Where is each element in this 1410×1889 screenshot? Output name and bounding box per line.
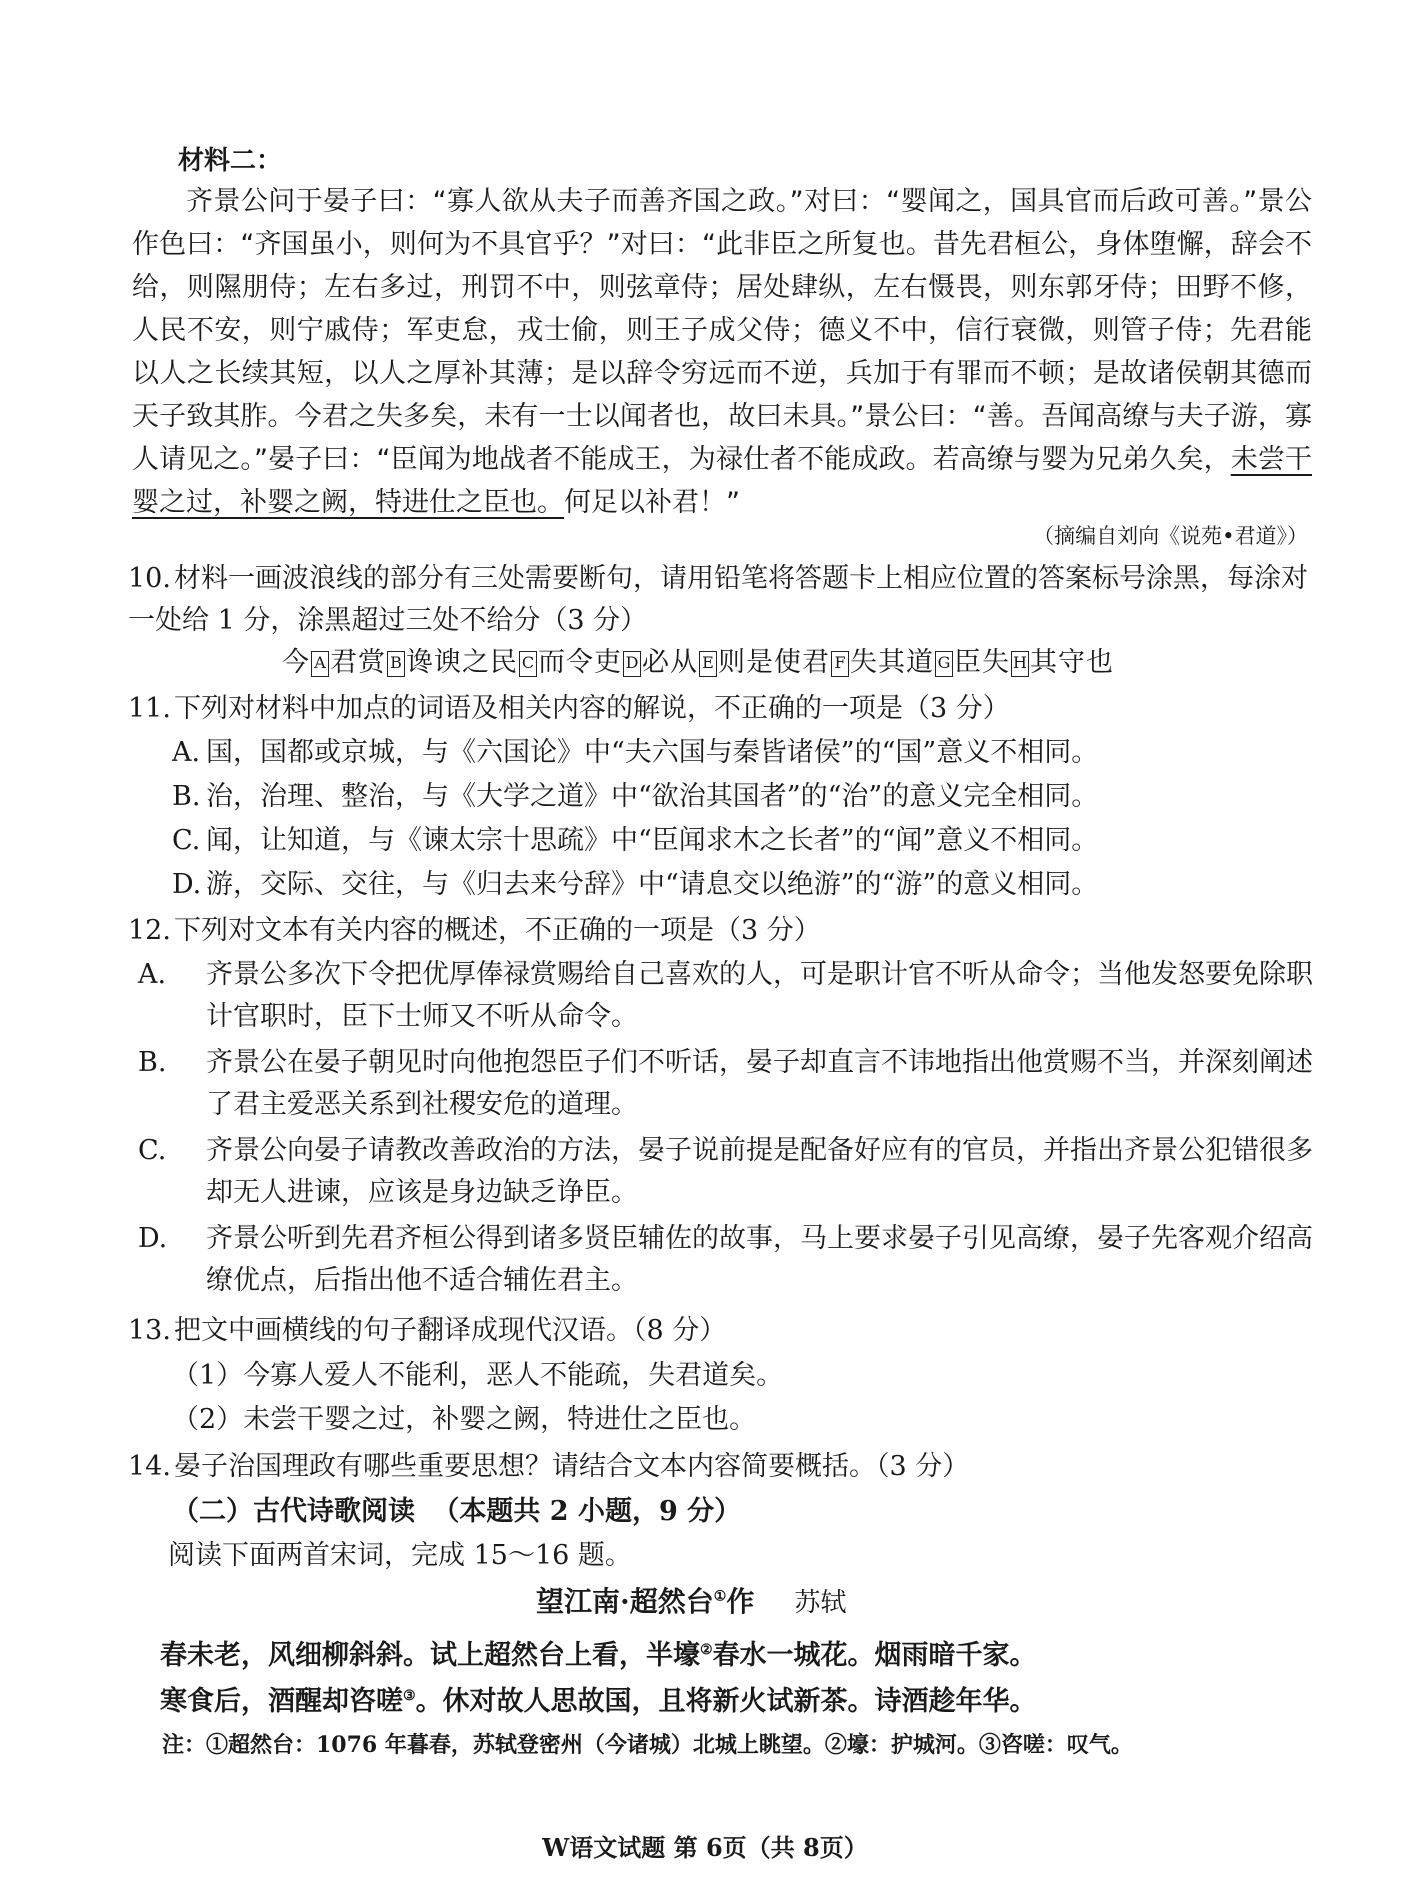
material-text-part1: 齐景公问于晏子曰：“寡人欲从夫子而善齐国之政。”对曰：“婴闻之，国具官而后政可善。”景公作色曰：“齐国虽小，则何为不具官乎？”对曰：“此非臣之所复也。昔先君桓公，身体堕懈，辞会不给，则隰朋侍；左右多过，刑罚不中，则弦章侍；居处肆纵，左右慑畏，则东郭牙侍；田野不修，人民不安，则宁戚侍；军吏怠，戎士偷，则王子成父侍；德义不中，信行衰微，则管子侍；先君能以人之长续其短，以人之厚补其薄；是以辞令穷远而不逆，兵加于有罪而不顿；是故诸侯朝其德而天子致其胙。今君之失多矣，未有一士以闻者也，故曰未具。”景公曰：“善。吾闻高缭与夫子游，寡人请见之。”晏子曰：“臣闻为地战者不能成王，为禄仕者不能成政。若高缭与婴为兄弟久矣， bbox=[132, 186, 1312, 475]
page-footer: W语文试题 第 6页（共 8页） bbox=[542, 1833, 868, 1862]
poem-notes: 注：①超然台：1076 年暮春，苏轼登密州（今诸城）北城上眺望。②壕：护城河。③咨嗟：叹气。 bbox=[162, 1732, 1133, 1758]
question-number: 10. bbox=[128, 563, 171, 594]
question-text: 材料一画波浪线的部分有三处需要断句，请用铅笔将答题卡上相应位置的答案标号涂黑，每涂对一处给 1 分，涂黑超过三处不给分（3 分） bbox=[128, 563, 1308, 636]
translation-item-2: （2）未尝干婴之过，补婴之阙，特进仕之臣也。 bbox=[172, 1404, 757, 1435]
question-14 bbox=[128, 1446, 1318, 1488]
option-a bbox=[138, 954, 1322, 1038]
option-c bbox=[172, 820, 1322, 862]
question-number: 14. bbox=[128, 1451, 171, 1482]
option-text: 齐景公向晏子请教改善政治的方法，晏子说前提是配备好应有的官员，并指出齐景公犯错很多却无人进谏，应该是身边缺乏诤臣。 bbox=[206, 1135, 1313, 1208]
question-number: 13. bbox=[128, 1315, 171, 1346]
segment: 必从 bbox=[642, 647, 698, 678]
poem-line-2 bbox=[160, 1676, 1037, 1722]
question-number: 12. bbox=[128, 915, 171, 946]
poem-title bbox=[536, 1580, 846, 1620]
segment: 而令吏 bbox=[538, 647, 622, 678]
footnote-marker: ① bbox=[713, 1588, 727, 1605]
break-mark-box: F bbox=[831, 651, 849, 677]
option-d bbox=[172, 864, 1322, 906]
option-label: C. bbox=[172, 825, 201, 856]
option-label: D. bbox=[172, 869, 202, 900]
option-label: A. bbox=[138, 959, 167, 990]
footnote-marker: ② bbox=[700, 1642, 713, 1658]
question-13 bbox=[128, 1310, 1318, 1352]
footnote-marker: ③ bbox=[403, 1688, 416, 1704]
question-text: 晏子治国理政有哪些重要思想？请结合文本内容简要概括。（3 分） bbox=[174, 1451, 970, 1482]
option-text: 闻，让知道，与《谏太宗十思疏》中“臣闻求木之长者”的“闻”意义不相同。 bbox=[206, 825, 1099, 856]
option-d bbox=[138, 1218, 1322, 1302]
segment: 失其道 bbox=[850, 647, 934, 678]
material-heading: 材料二： bbox=[178, 146, 283, 176]
option-text: 齐景公在晏子朝见时向他抱怨臣子们不听话，晏子却直言不讳地指出他赏赐不当，并深刻阐述了君主爱恶关系到社稷安危的道理。 bbox=[206, 1047, 1313, 1120]
question-number: 11. bbox=[128, 693, 171, 724]
poem-text: 春水一城花。烟雨暗千家。 bbox=[712, 1640, 1037, 1671]
poem-line-1 bbox=[160, 1630, 1037, 1676]
question-10 bbox=[128, 558, 1318, 642]
section-title: （二）古代诗歌阅读 bbox=[172, 1496, 415, 1527]
segment: 君赏 bbox=[330, 647, 386, 678]
option-text: 国，国都或京城，与《六国论》中“夫六国与秦皆诸侯”的“国”意义不相同。 bbox=[206, 737, 1099, 768]
question-text: 下列对材料中加点的词语及相关内容的解说，不正确的一项是（3 分） bbox=[174, 693, 1010, 724]
option-c bbox=[138, 1130, 1322, 1214]
underlined-sentence: 未尝干婴之过，补婴之阙，特进仕之臣也。 bbox=[132, 444, 1313, 518]
break-mark-box: C bbox=[519, 651, 537, 677]
material-text bbox=[132, 180, 1312, 524]
poem-text: 春未老，风细柳斜斜。试上超然台上看，半壕 bbox=[160, 1640, 700, 1671]
segment: 臣失 bbox=[954, 647, 1010, 678]
poem-text: 寒食后，酒醒却咨嗟 bbox=[160, 1686, 403, 1717]
question-12 bbox=[128, 910, 1318, 952]
question-text: 下列对文本有关内容的概述，不正确的一项是（3 分） bbox=[174, 915, 821, 946]
option-label: B. bbox=[172, 781, 201, 812]
option-text: 治，治理、整治，与《大学之道》中“欲治其国者”的“治”的意义完全相同。 bbox=[206, 781, 1099, 812]
option-b bbox=[172, 776, 1322, 818]
section-info: （本题共 2 小题，9 分） bbox=[432, 1496, 742, 1527]
option-text: 齐景公听到先君齐桓公得到诸多贤臣辅佐的故事，马上要求晏子引见高缭，晏子先客观介绍高缭优点，后指出他不适合辅佐君主。 bbox=[206, 1223, 1313, 1296]
option-text: 齐景公多次下令把优厚俸禄赏赐给自己喜欢的人，可是职计官不听从命令；当他发怒要免除职计官职时，臣下士师又不听从命令。 bbox=[206, 959, 1313, 1032]
option-label: A. bbox=[172, 737, 201, 768]
segment: 则是使君 bbox=[718, 647, 830, 678]
break-mark-box: G bbox=[935, 651, 953, 677]
option-label: D. bbox=[138, 1223, 168, 1254]
question-11 bbox=[128, 688, 1318, 730]
poem-text: 。休对故人思故国，且将新火试新茶。诗酒趁年华。 bbox=[415, 1686, 1037, 1717]
segment: 今 bbox=[282, 647, 310, 678]
section-instruction: 阅读下面两首宋词，完成 15～16 题。 bbox=[168, 1540, 632, 1571]
break-mark-box: B bbox=[387, 651, 405, 677]
poem-title-end: 作 bbox=[726, 1585, 755, 1618]
segment: 谗谀之民 bbox=[406, 647, 518, 678]
poem-title-text: 望江南·超然台 bbox=[536, 1585, 714, 1618]
material-source: （摘编自刘向《说苑•君道》） bbox=[1033, 524, 1308, 548]
poem-author: 苏轼 bbox=[794, 1588, 847, 1618]
option-b bbox=[138, 1042, 1322, 1126]
question-text: 把文中画横线的句子翻译成现代汉语。（8 分） bbox=[174, 1315, 727, 1346]
break-mark-box: D bbox=[623, 651, 641, 677]
break-mark-box: H bbox=[1011, 651, 1029, 677]
material-text-part2: 何足以补君！” bbox=[564, 487, 740, 518]
option-text: 游，交际、交往，与《归去来兮辞》中“请息交以绝游”的“游”的意义相同。 bbox=[206, 869, 1099, 900]
option-a bbox=[172, 732, 1322, 774]
section-heading bbox=[172, 1492, 741, 1532]
option-label: C. bbox=[138, 1135, 167, 1166]
option-label: B. bbox=[138, 1047, 167, 1078]
punctuation-segments bbox=[282, 642, 1114, 684]
break-mark-box: E bbox=[699, 651, 717, 677]
segment: 其守也 bbox=[1030, 647, 1114, 678]
translation-item-1: （1）今寡人爱人不能利，恶人不能疏，失君道矣。 bbox=[172, 1360, 784, 1391]
break-mark-box: A bbox=[311, 651, 329, 677]
